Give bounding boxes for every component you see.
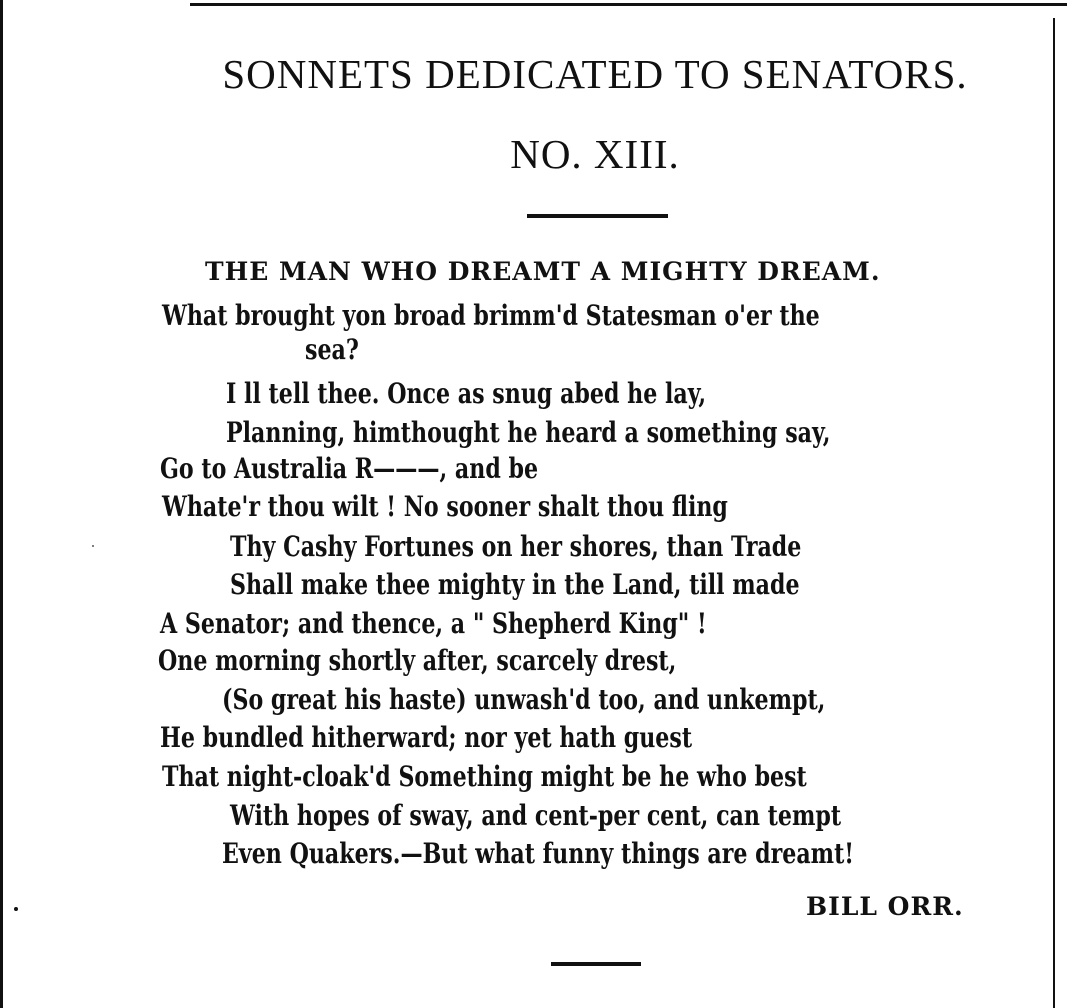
- print-speck-small: [92, 545, 94, 547]
- poem-line-7: Shall make thee mighty in the Land, till made: [230, 568, 800, 601]
- top-border-rule: [190, 3, 1067, 6]
- poem-line-14: Even Quakers.—But what funny things are dreamt!: [222, 837, 854, 870]
- poem-line-10: (So great his haste) unwash'd too, and unkempt,: [222, 683, 826, 716]
- poem-line-2: I ll tell thee. Once as snug abed he lay,: [226, 377, 707, 410]
- poem-line-8: A Senator; and thence, a " Shepherd King" !: [160, 607, 707, 640]
- sonnet-number: NO. XIII.: [510, 131, 680, 177]
- poem-line-1-continued: sea?: [305, 333, 359, 366]
- poem-line-4: Go to Australia R———, and be: [160, 452, 539, 485]
- print-speck: [14, 907, 18, 911]
- poem-line-5: Whate'r thou wilt ! No sooner shalt thou fling: [162, 490, 728, 523]
- article-title: SONNETS DEDICATED TO SENATORS.: [222, 51, 968, 97]
- poem-line-1: What brought yon broad brimm'd Statesman o'er the: [162, 299, 820, 332]
- separator-rule-top: [527, 214, 668, 218]
- poem-line-6: Thy Cashy Fortunes on her shores, than Trade: [230, 530, 802, 563]
- poem-line-13: With hopes of sway, and cent-per cent, can tempt: [230, 799, 842, 832]
- poem-line-12: That night-cloak'd Something might be he who best: [162, 760, 807, 793]
- poem-subtitle: THE MAN WHO DREAMT A MIGHTY DREAM.: [205, 257, 881, 286]
- poem-line-3: Planning, himthought he heard a something say,: [226, 416, 831, 449]
- separator-rule-bottom: [551, 962, 641, 966]
- poem-line-9: One morning shortly after, scarcely drest,: [158, 644, 677, 677]
- poem-line-11: He bundled hitherward; nor yet hath guest: [160, 721, 693, 754]
- author-signature: BILL ORR.: [806, 892, 964, 921]
